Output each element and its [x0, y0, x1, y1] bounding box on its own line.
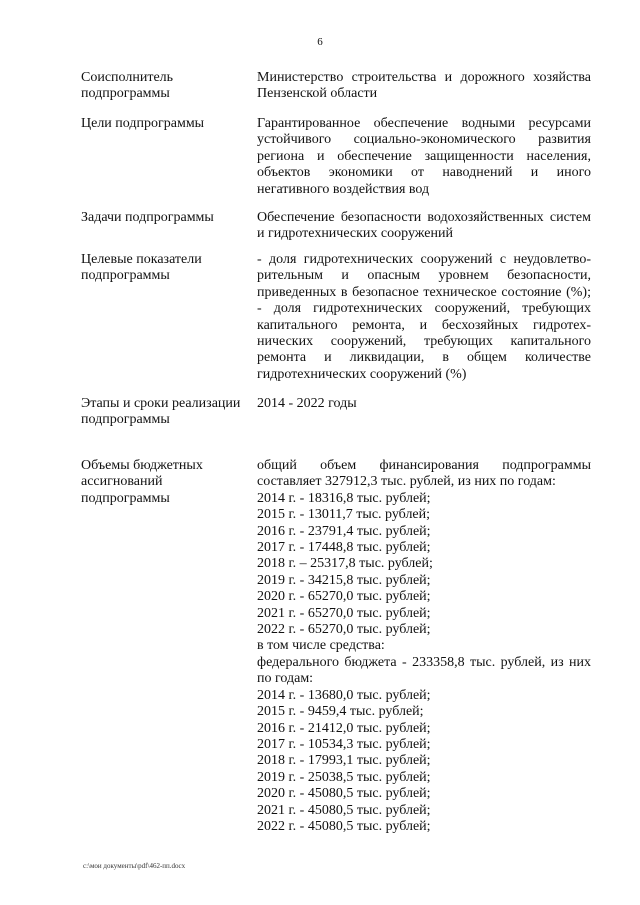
- federal-year-line: 2019 г. - 25038,5 тыс. рублей;: [257, 769, 431, 785]
- budget-year-line: 2014 г. - 18316,8 тыс. рублей;: [257, 490, 431, 506]
- budget-year-line: 2016 г. - 23791,4 тыс. рублей;: [257, 523, 431, 539]
- row-value: Гарантированное обеспечение водными ресурсами устойчивого социально-экономического развития региона и обеспечение защищенности населения, объектов экономики от наводнений и иного негативного воздействия вод: [257, 116, 591, 197]
- federal-year-line: 2018 г. - 17993,1 тыс. рублей;: [257, 753, 431, 769]
- row-value: Министерство строительства и дорожного хозяйства Пензенской области: [257, 70, 591, 102]
- budget-year-line: 2021 г. - 65270,0 тыс. рублей;: [257, 605, 431, 621]
- budget-including: в том числе средства:: [257, 638, 385, 654]
- row-label: Этапы и сроки реализации подпрограммы: [81, 396, 241, 428]
- file-path-footer: c:\мои документы\pdf\462-пп.docx: [83, 862, 186, 870]
- row-value: 2014 - 2022 годы: [257, 396, 357, 411]
- row-label: Соисполнитель подпрограммы: [81, 70, 174, 102]
- federal-year-line: 2014 г. - 13680,0 тыс. рублей;: [257, 687, 431, 703]
- budget-year-line: 2022 г. - 65270,0 тыс. рублей;: [257, 622, 431, 638]
- row-value: - доля гидротехнических сооружений с неудовлетво-рительным и опасным уровнем безопасности, приведенных в безопасное техническое состояние (%); - доля гидротехнических сооружений, требующих капитального ремонта, и бесхозяйных гидротех-нических сооружений, требующих капитального ремонта и ликвидации, в общем количестве гидротехнических сооружений (%): [257, 252, 591, 382]
- row-value: Обеспечение безопасности водохозяйственных систем и гидротехнических сооружений: [257, 210, 591, 242]
- budget-intro: общий объем финансирования подпрограммы составляет 327912,3 тыс. рублей, из них по годам:: [257, 458, 591, 490]
- budget-year-line: 2015 г. - 13011,7 тыс. рублей;: [257, 507, 431, 523]
- page-number: 6: [317, 36, 323, 48]
- row-label: Цели подпрограммы: [81, 116, 205, 131]
- row-label: Целевые показатели подпрограммы: [81, 252, 202, 284]
- federal-year-line: 2017 г. - 10534,3 тыс. рублей;: [257, 736, 431, 752]
- federal-year-line: 2020 г. - 45080,5 тыс. рублей;: [257, 786, 431, 802]
- row-value-budget: [257, 458, 591, 835]
- budget-year-line: 2020 г. - 65270,0 тыс. рублей;: [257, 589, 431, 605]
- budget-year-line: 2017 г. - 17448,8 тыс. рублей;: [257, 540, 431, 556]
- federal-year-line: 2022 г. - 45080,5 тыс. рублей;: [257, 818, 431, 834]
- federal-year-line: 2015 г. - 9459,4 тыс. рублей;: [257, 704, 424, 720]
- budget-federal-intro: федерального бюджета - 233358,8 тыс. рублей, из них по годам:: [257, 654, 591, 687]
- row-label: Задачи подпрограммы: [81, 210, 214, 225]
- row-label: Объемы бюджетных ассигнований подпрограммы: [81, 458, 203, 506]
- budget-year-line: 2018 г. – 25317,8 тыс. рублей;: [257, 556, 433, 572]
- federal-year-line: 2016 г. - 21412,0 тыс. рублей;: [257, 720, 431, 736]
- budget-year-line: 2019 г. - 34215,8 тыс. рублей;: [257, 572, 431, 588]
- federal-year-line: 2021 г. - 45080,5 тыс. рублей;: [257, 802, 431, 818]
